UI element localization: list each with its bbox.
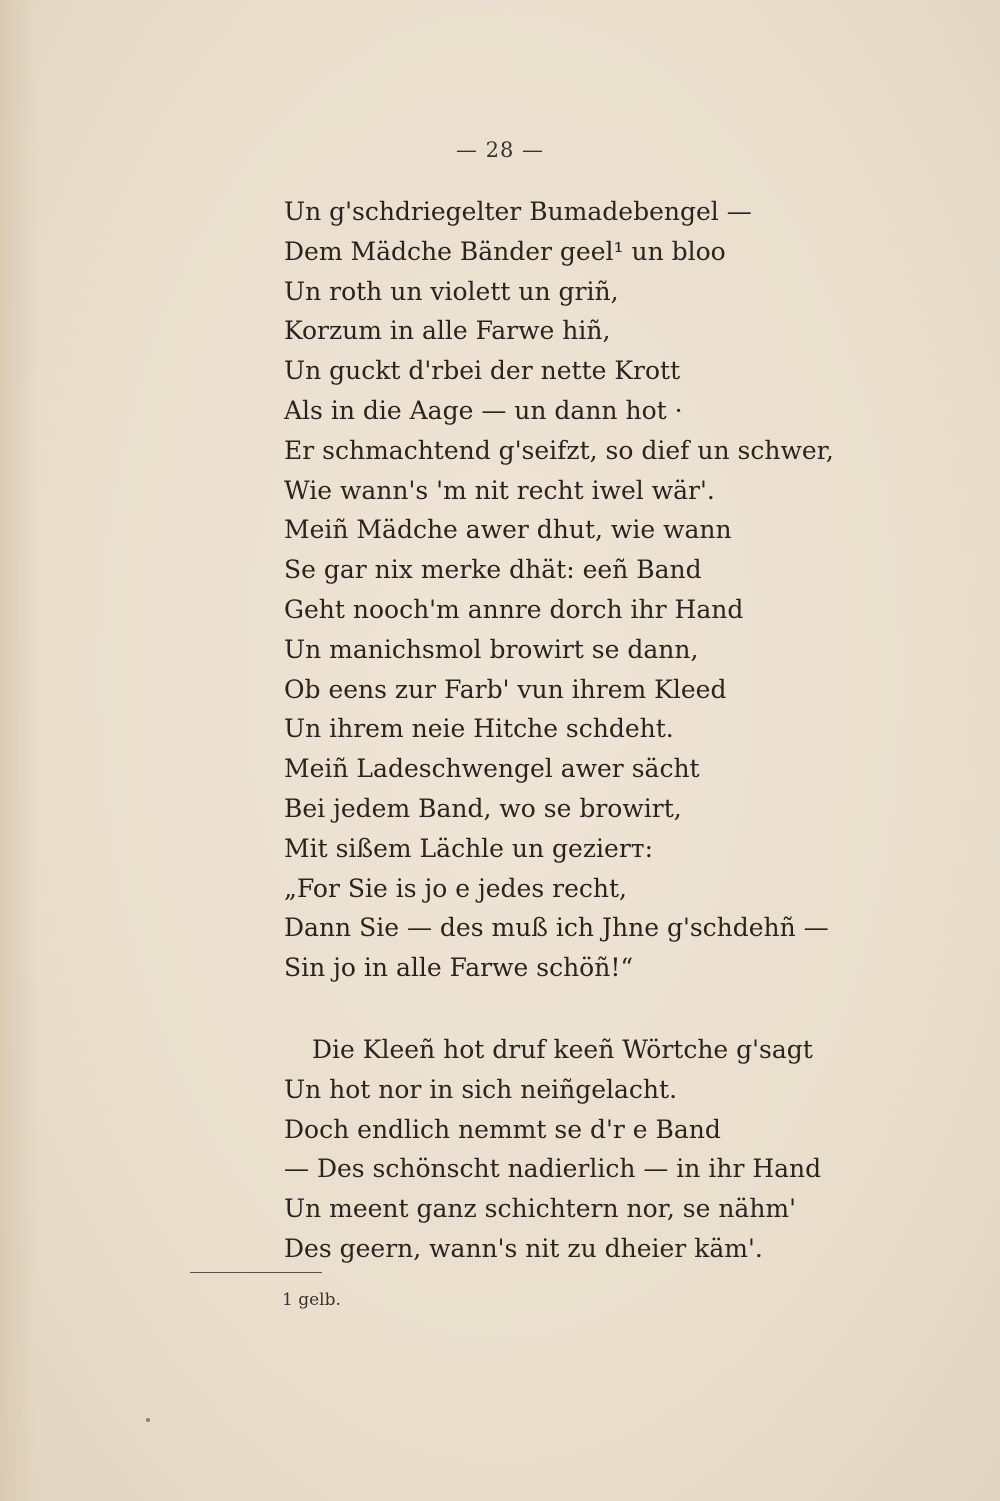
poem-line: Dem Mädche Bänder geel¹ un bloo [284, 236, 726, 266]
poem-line: Dann Sie — des muß ich Jhne g'schdehñ — [284, 913, 829, 943]
poem-line: „For Sie is jo e jedes recht, [284, 873, 627, 903]
poem-line: Bei jedem Band, wo se browirt, [284, 793, 682, 823]
page-number-header: — 28 — [455, 138, 545, 162]
poem-line: Des geern, wann's nit zu dheier käm'. [284, 1233, 763, 1263]
poem-line: — Des schönscht nadierlich — in ihr Hand [284, 1154, 822, 1184]
poem-line: Mit sißem Lächle un gezierт: [284, 833, 654, 863]
poem-line: Sin jo in alle Farwe schöñ!“ [284, 953, 634, 983]
poem-line: Meiñ Mädche awer dhut, wie wann [284, 515, 732, 545]
poem-line: Un roth un violett un griñ, [284, 276, 619, 306]
footnote-divider [190, 1272, 322, 1273]
poem-line: Un manichsmol browirt se dann, [284, 634, 699, 664]
poem-line: Un g'schdriegelter Bumadebengel — [284, 197, 752, 226]
poem-line: Un hot nor in sich neiñgelacht. [284, 1074, 678, 1104]
poem-line: Se gar nix merke dhät: eeñ Band [284, 555, 702, 585]
paper-speck [146, 1418, 150, 1422]
poem-stanza-2 [284, 1030, 924, 1269]
poem-line: Geht nooch'm annre dorch ihr Hand [284, 594, 744, 624]
page-spine-shadow [0, 0, 38, 1501]
footnote: 1 gelb. [282, 1290, 341, 1310]
poem-line: Un ihrem neie Hitche schdeht. [284, 714, 674, 744]
poem-line: Un guckt d'rbei der nette Krott [284, 356, 681, 386]
poem-line: Er schmachtend g'seifzt, so dief un schwer, [284, 435, 834, 465]
poem-line: Korzum in alle Farwe hiñ, [284, 316, 611, 346]
poem-line: Meiñ Ladeschwengel awer sächt [284, 754, 700, 784]
poem-line: Ob eens zur Farb' vun ihrem Kleed [284, 674, 727, 704]
poem-line: Un meent ganz schichtern nor, se nähm' [284, 1194, 797, 1224]
poem-line: Wie wann's 'm nit recht iwel wär'. [284, 475, 715, 505]
poem-line: Doch endlich nemmt se d'r e Band [284, 1114, 721, 1144]
poem-stanza-1 [284, 192, 924, 988]
poem-line: Die Kleeñ hot druf keeñ Wörtche g'sagt [312, 1035, 813, 1064]
poem-line: Als in die Aage — un dann hot · [284, 395, 683, 425]
